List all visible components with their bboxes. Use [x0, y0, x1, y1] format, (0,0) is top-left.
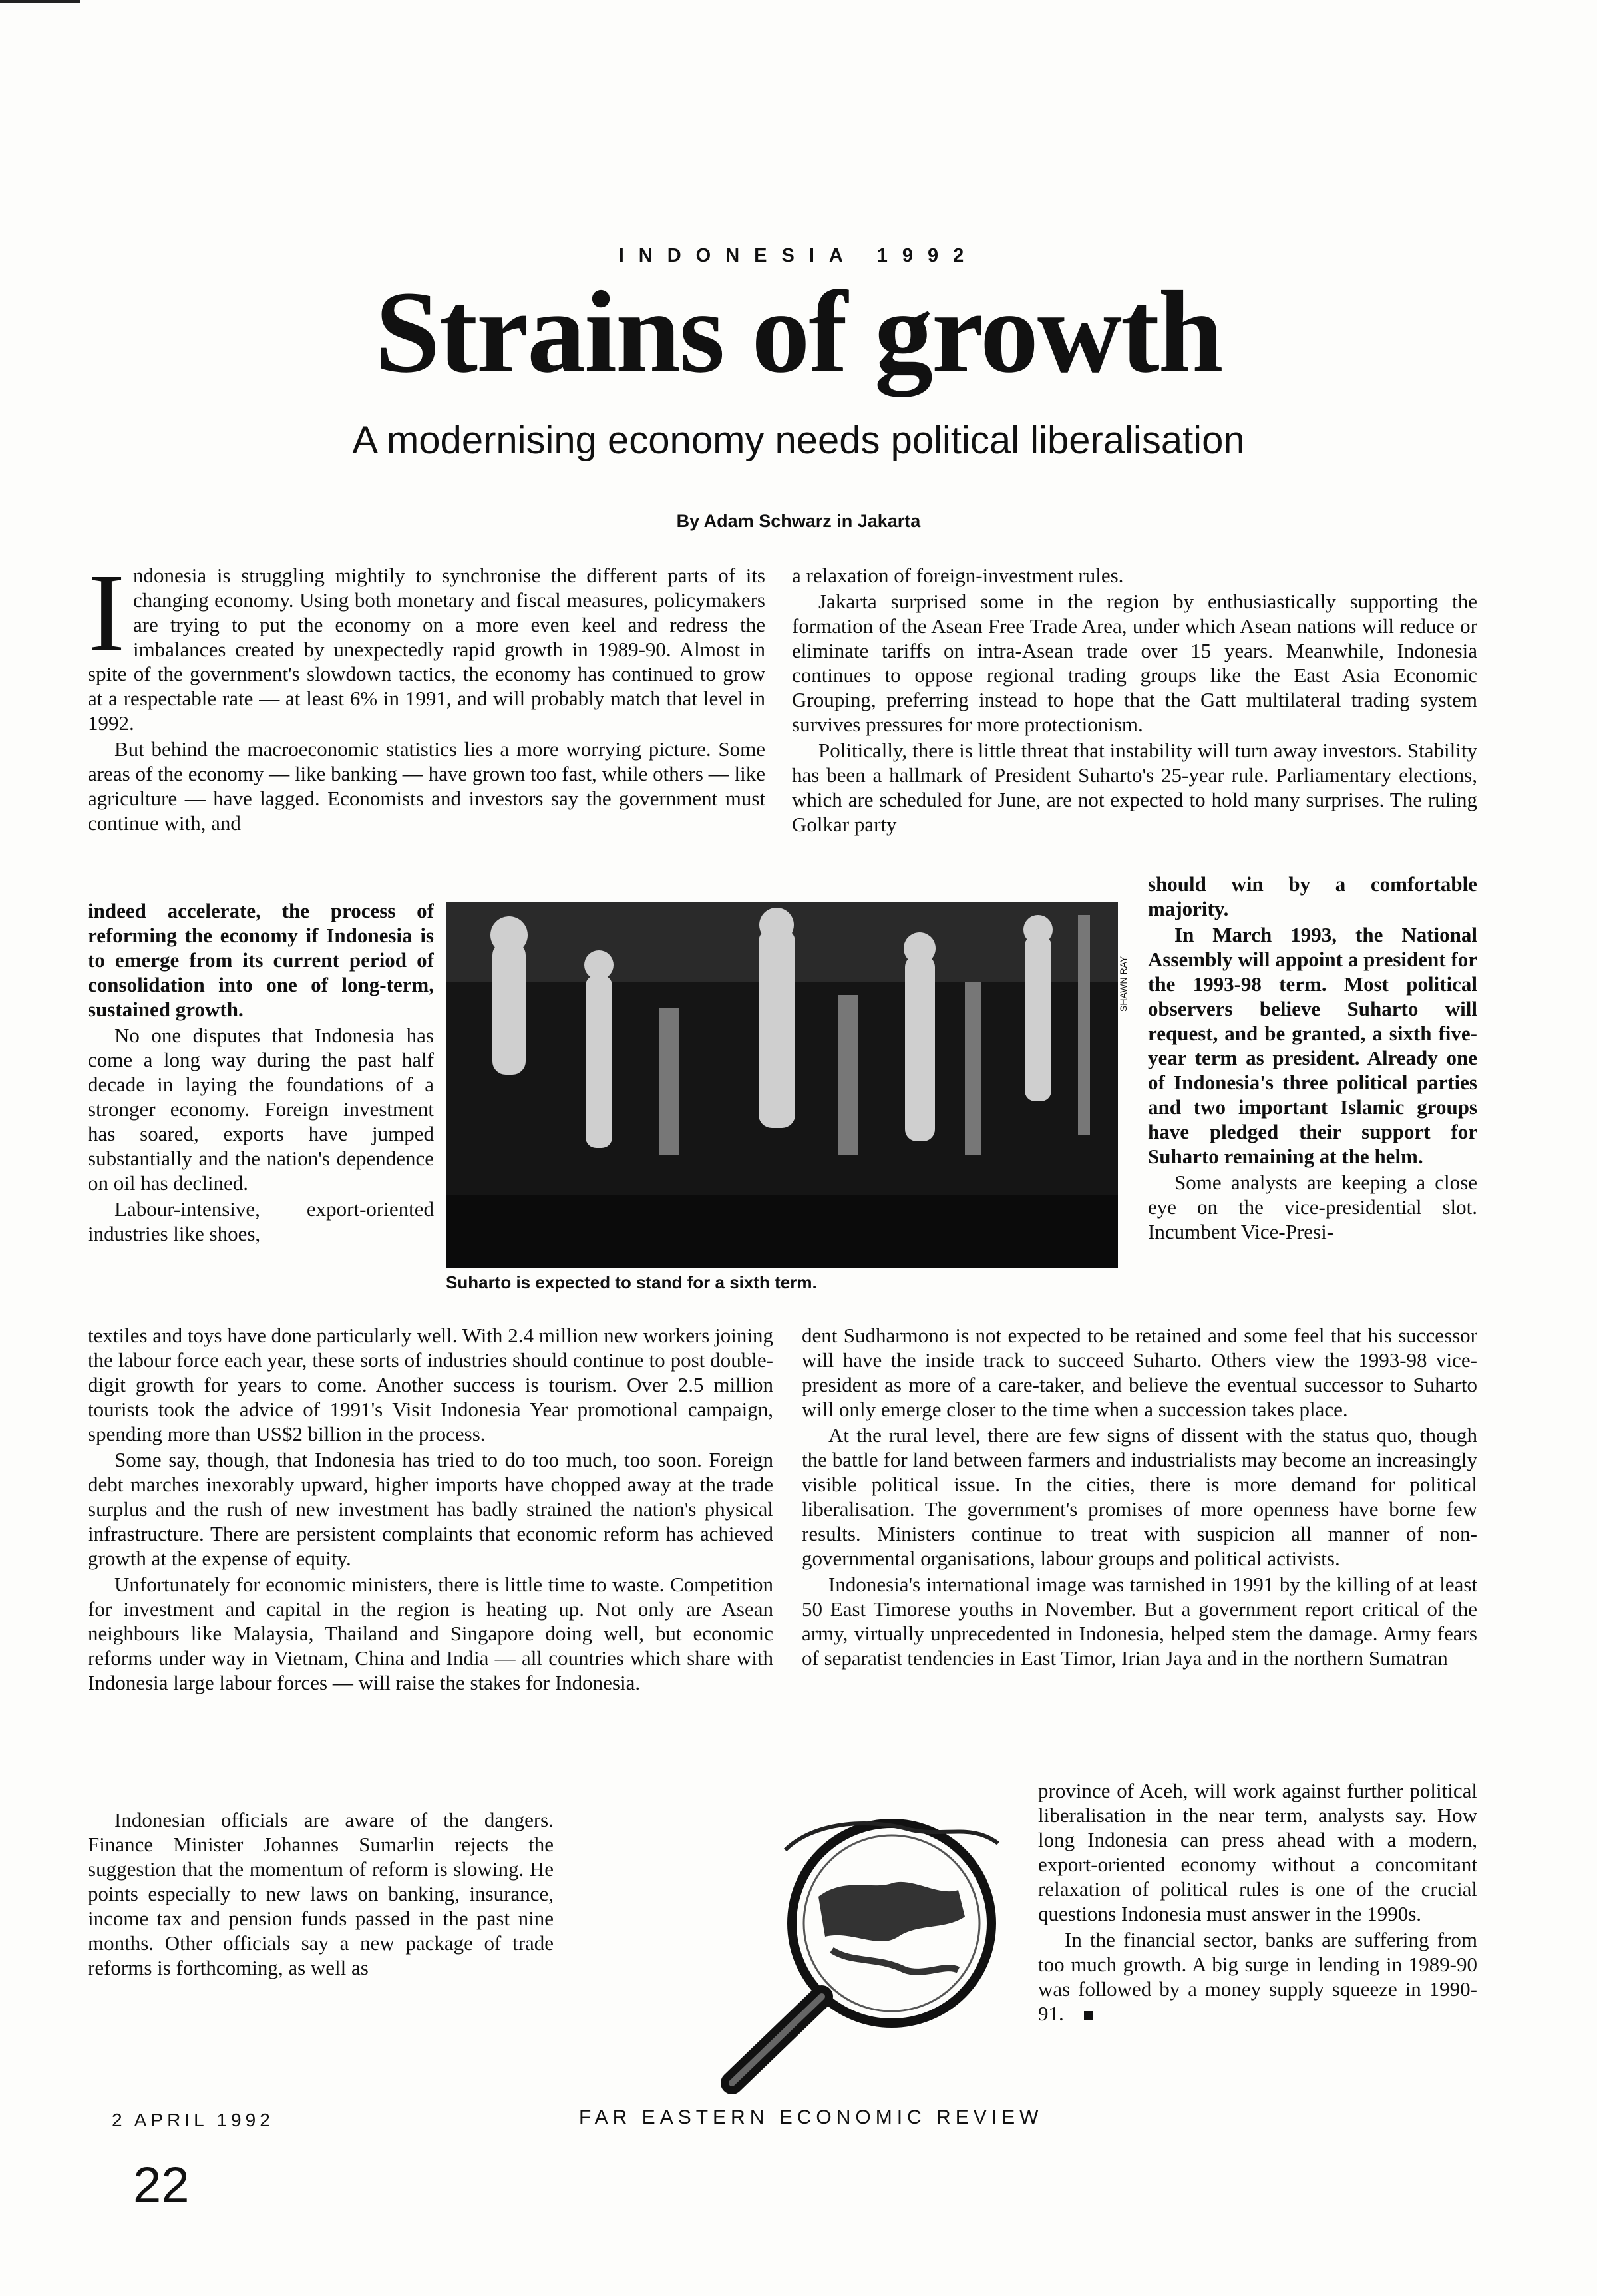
paragraph: Some analysts are keeping a close eye on the vice-presidential slot. Incumbent Vice-Presi- [1148, 1171, 1477, 1243]
paragraph: should win by a comfortable majority. [1148, 872, 1477, 920]
paragraph: province of Aceh, will work against further political liberalisation in the near term, analysts say. How long Indonesia can press ahead with a modern, export-oriented economy without a concomitant relaxation of political rules is one of the crucial questions Indonesia must answer in the 1990s. [1038, 1779, 1477, 1925]
paragraph: a relaxation of foreign-investment rules. [792, 564, 1124, 587]
section-kicker: INDONESIA 1992 [618, 245, 979, 266]
photo-credit: SHAWN RAY [1118, 956, 1129, 1012]
deck: A modernising economy needs political liberalisation [352, 419, 1245, 462]
column-2-mid [802, 1323, 1477, 1776]
end-mark-icon [1084, 2011, 1093, 2020]
page-number: 22 [133, 2157, 190, 2213]
magnifier-map-illustration [692, 1797, 1038, 2103]
column-2-end [1038, 1778, 1477, 2091]
column-1-narrow [88, 898, 434, 1304]
paragraph: Labour-intensive, export-oriented industries like shoes, [88, 1197, 434, 1245]
paragraph: In March 1993, the National Assembly will appoint a president for the 1993-98 term. Most political observers believe Suharto will request, and be granted, a sixth five-year term as president. Already one of Indonesia's three political parties and two important Islamic groups have pledged their support for Suharto remaining at the helm. [1148, 923, 1477, 1168]
photo-image [446, 902, 1118, 1268]
scan-mark [0, 0, 80, 3]
footer-date: 2 APRIL 1992 [112, 2110, 274, 2130]
paragraph [1038, 1927, 1477, 2026]
column-2-top [792, 563, 1477, 896]
column-1-end [88, 1808, 554, 2087]
suharto-photo [446, 902, 1118, 1268]
paragraph: Unfortunately for economic ministers, there is little time to waste. Competition for investment and capital in the region is heating up. Not only are Asean neighbours like Malaysia, Thailand and Singapore doing well, but economic reforms under way in Vietnam, China and India — all countries which share with Indonesia large labour forces — will raise the stakes for Indonesia. [88, 1573, 773, 1694]
paragraph: indeed accelerate, the process of reforming the economy if Indonesia is to emerge from its current period of consolidation into one of long-term, sustained growth. [88, 899, 434, 1021]
paragraph: But behind the macroeconomic statistics lies a more worrying picture. Some areas of the economy — like banking — have grown too fast, while others — like agriculture — have lagged. Economists and investors say the government must continue with, and [88, 737, 765, 835]
paragraph-text: ndonesia is struggling mightily to synchronise the different parts of its changing economy. Using both monetary and fiscal measures, policymakers are trying to put the economy on a more even keel and redress the imbalances created by unexpectedly rapid growth in 1989-90. Almost in spite of the government's slowdown tactics, the economy has continued to grow at a respectable rate — at least 6% in 1991, and will probably match that level in 1992. [88, 564, 765, 735]
footer-magazine: FAR EASTERN ECONOMIC REVIEW [579, 2106, 1043, 2128]
photo-caption: Suharto is expected to stand for a sixth term. [446, 1272, 817, 1292]
byline: By Adam Schwarz in Jakarta [676, 511, 921, 531]
drop-cap: I [88, 563, 125, 675]
headline: Strains of growth [375, 268, 1222, 397]
paragraph: Politically, there is little threat that instability will turn away investors. Stability has been a hallmark of President Suharto's 25-year rule. Parliamentary elections, which are scheduled for June, are not expected to hold many surprises. The ruling Golkar party [792, 739, 1477, 836]
paragraph: Indonesia's international image was tarnished in 1991 by the killing of at least 50 East Timorese youths in November. But a government report critical of the army, virtually unprecedented in Indonesia, helped stem the damage. Army fears of separatist tendencies in East Timor, Irian Jaya and in the northern Sumatran [802, 1573, 1477, 1670]
paragraph: Jakarta surprised some in the region by enthusiastically supporting the formation of the Asean Free Trade Area, under which Asean nations will reduce or eliminate tariffs on intra-Asean trade over 15 years. Meanwhile, Indonesia continues to oppose regional trading groups like the East Asia Economic Grouping, preferring instead to hope that the Gatt multilateral trading system survives pressures for more protectionism. [792, 590, 1477, 736]
paragraph: dent Sudharmono is not expected to be retained and some feel that his successor will have the inside track to succeed Suharto. Others view the 1993-98 vice-president as more of a care-taker, and believe the eventual successor to Suharto will only emerge closer to the time when a succession takes place. [802, 1324, 1477, 1421]
paragraph: Some say, though, that Indonesia has tried to do too much, too soon. Foreign debt marches inexorably upward, higher imports have chopped away at the trade surplus and the rush of new investment has badly strained the nation's physical infrastructure. There are persistent complaints that economic reform has achieved growth at the expense of equity. [88, 1448, 773, 1570]
paragraph: Indonesian officials are aware of the dangers. Finance Minister Johannes Sumarlin rejects the suggestion that the momentum of reform is slowing. He points especially to new laws on banking, insurance, income tax and pension funds passed in the past nine months. Other officials say a new package of trade reforms is forthcoming, as well as [88, 1808, 554, 1979]
column-2-narrow [1148, 872, 1477, 1311]
paragraph-text: In the financial sector, banks are suffering from too much growth. A big surge in lending in 1989-90 was followed by a money supply squeeze in 1990-91. [1038, 1928, 1477, 2025]
column-1-bottom [88, 1323, 773, 1802]
column-1-top [88, 563, 765, 896]
map-icon [692, 1797, 1038, 2103]
paragraph [88, 563, 765, 735]
paragraph: At the rural level, there are few signs of dissent with the status quo, though the battle for land between farmers and industrialists may become an increasingly visible political issue. In the cities, there is more demand for political liberalisation. The government's promises of more openness have borne few results. Ministers continue to treat with suspicion all manner of non-governmental organisations, labour groups and political activists. [802, 1424, 1477, 1570]
paragraph: textiles and toys have done particularly well. With 2.4 million new workers joining the labour force each year, these sorts of industries should continue to post double-digit growth for years to come. Another success is tourism. Over 2.5 million tourists took the advice of 1991's Visit Indonesia Year promotional campaign, spending more than US$2 billion in the process. [88, 1324, 773, 1445]
paragraph: No one disputes that Indonesia has come a long way during the past half decade in laying the foundations of a stronger economy. Foreign investment has soared, exports have jumped substantially and the nation's dependence on oil has declined. [88, 1024, 434, 1195]
